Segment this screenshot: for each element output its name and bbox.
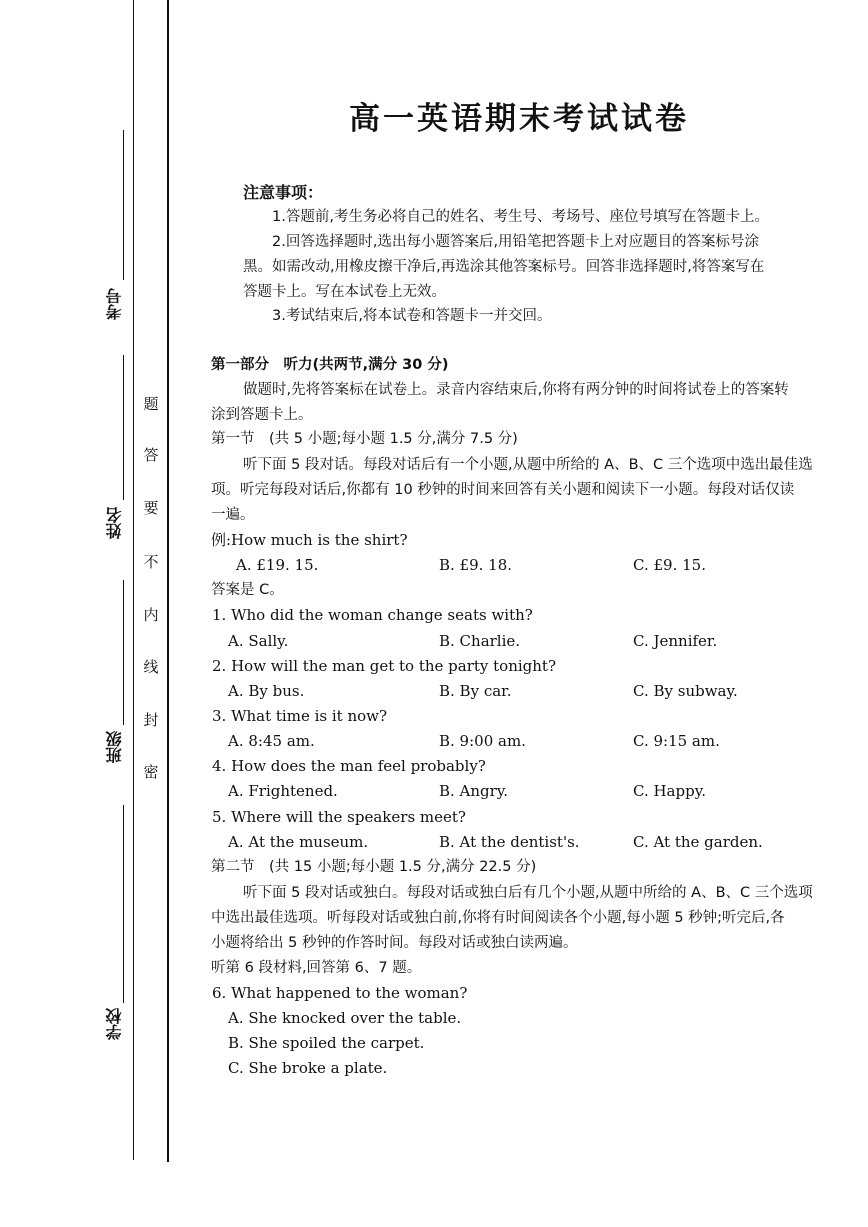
notice-item: 1.答题前,考生务必将自己的姓名、考生号、考场号、座位号填写在答题卡上。 [272,209,769,225]
question-5-option-a: A. At the museum. [228,833,369,851]
question-1-option-a: A. Sally. [228,632,289,650]
question-5-option-b: B. At the dentist's. [439,833,580,851]
section1-instructions: 听下面 5 段对话。每段对话后有一个小题,从题中所给的 A、B、C 三个选项中选出最佳选 [243,457,813,473]
question-2: 2. How will the man get to the party tonight? [212,657,556,675]
part1-intro: 涂到答题卡上。 [211,407,313,423]
margin-line-outer [133,0,134,1160]
question-4-option-b: B. Angry. [439,782,509,800]
question-3: 3. What time is it now? [212,707,388,725]
notice-item: 2.回答选择题时,选出每小题答案后,用铅笔把答题卡上对应题目的答案标号涂 [272,234,760,250]
example-option-b: B. £9. 18. [439,556,513,574]
question-1-option-c: C. Jennifer. [633,632,718,650]
question-3-option-a: A. 8:45 am. [228,732,315,750]
example-answer: 答案是 C。 [211,582,284,598]
seal-char: 要 [143,499,159,517]
exam-no-line [123,130,124,280]
question-6-option-b: B. She spoiled the carpet. [228,1034,425,1052]
class-label: 班级 [105,731,124,763]
question-2-option-c: C. By subway. [633,682,738,700]
name-label: 姓名 [105,507,124,539]
question-2-option-a: A. By bus. [228,682,305,700]
question-4: 4. How does the man feel probably? [212,757,486,775]
seal-char: 不 [143,553,159,571]
notice-item: 黑。如需改动,用橡皮擦干净后,再选涂其他答案标号。回答非选择题时,将答案写在 [243,259,765,275]
example-question: 例:How much is the shirt? [211,531,408,549]
notice-item: 答题卡上。写在本试卷上无效。 [243,284,446,300]
seal-char: 答 [143,446,159,464]
section2-instructions: 中选出最佳选项。听每段对话或独白前,你将有时间阅读各个小题,每小题 5 秒钟;听完后,各 [211,910,785,926]
section1-instructions: 项。听完每段对话后,你都有 10 秒钟的时间来回答有关小题和阅读下一小题。每段对话仅读 [211,482,795,498]
margin-line-inner [167,0,169,1162]
question-1: 1. Who did the woman change seats with? [212,606,533,624]
question-1-option-b: B. Charlie. [439,632,521,650]
section2-instructions: 听下面 5 段对话或独白。每段对话或独白后有几个小题,从题中所给的 A、B、C 三个选项 [243,885,813,901]
class-line [123,580,124,725]
example-option-a: A. £19. 15. [236,556,319,574]
question-4-option-a: A. Frightened. [228,782,338,800]
notice-item: 3.考试结束后,将本试卷和答题卡一并交回。 [272,308,552,324]
seal-char: 封 [143,711,159,729]
notice-heading: 注意事项： [243,183,324,202]
seal-char: 密 [143,763,159,781]
section2-instructions: 小题将给出 5 秒钟的作答时间。每段对话或独白读两遍。 [211,935,578,951]
question-4-option-c: C. Happy. [633,782,706,800]
question-6-option-c: C. She broke a plate. [228,1059,388,1077]
question-2-option-b: B. By car. [439,682,512,700]
question-3-option-c: C. 9:15 am. [633,732,720,750]
school-label: 学校 [105,1008,124,1040]
material-6-label: 听第 6 段材料,回答第 6、7 题。 [211,960,422,976]
exam-no-label: 考号 [105,288,124,320]
seal-char: 题 [143,395,159,413]
part1-intro: 做题时,先将答案标在试卷上。录音内容结束后,你将有两分钟的时间将试卷上的答案转 [243,382,789,398]
school-line [123,805,124,1003]
section2-heading: 第二节 (共 15 小题;每小题 1.5 分,满分 22.5 分) [211,859,537,875]
question-6: 6. What happened to the woman? [212,984,468,1002]
section1-instructions: 一遍。 [211,507,255,523]
name-line [123,355,124,500]
seal-char: 内 [143,606,159,624]
part1-heading: 第一部分 听力(共两节,满分 30 分) [211,357,449,373]
question-3-option-b: B. 9:00 am. [439,732,526,750]
seal-char: 线 [143,658,159,676]
question-5: 5. Where will the speakers meet? [212,808,466,826]
exam-title: 高一英语期末考试试卷 [349,101,689,137]
question-6-option-a: A. She knocked over the table. [228,1009,462,1027]
question-5-option-c: C. At the garden. [633,833,763,851]
section1-heading: 第一节 (共 5 小题;每小题 1.5 分,满分 7.5 分) [211,431,518,447]
example-option-c: C. £9. 15. [633,556,706,574]
